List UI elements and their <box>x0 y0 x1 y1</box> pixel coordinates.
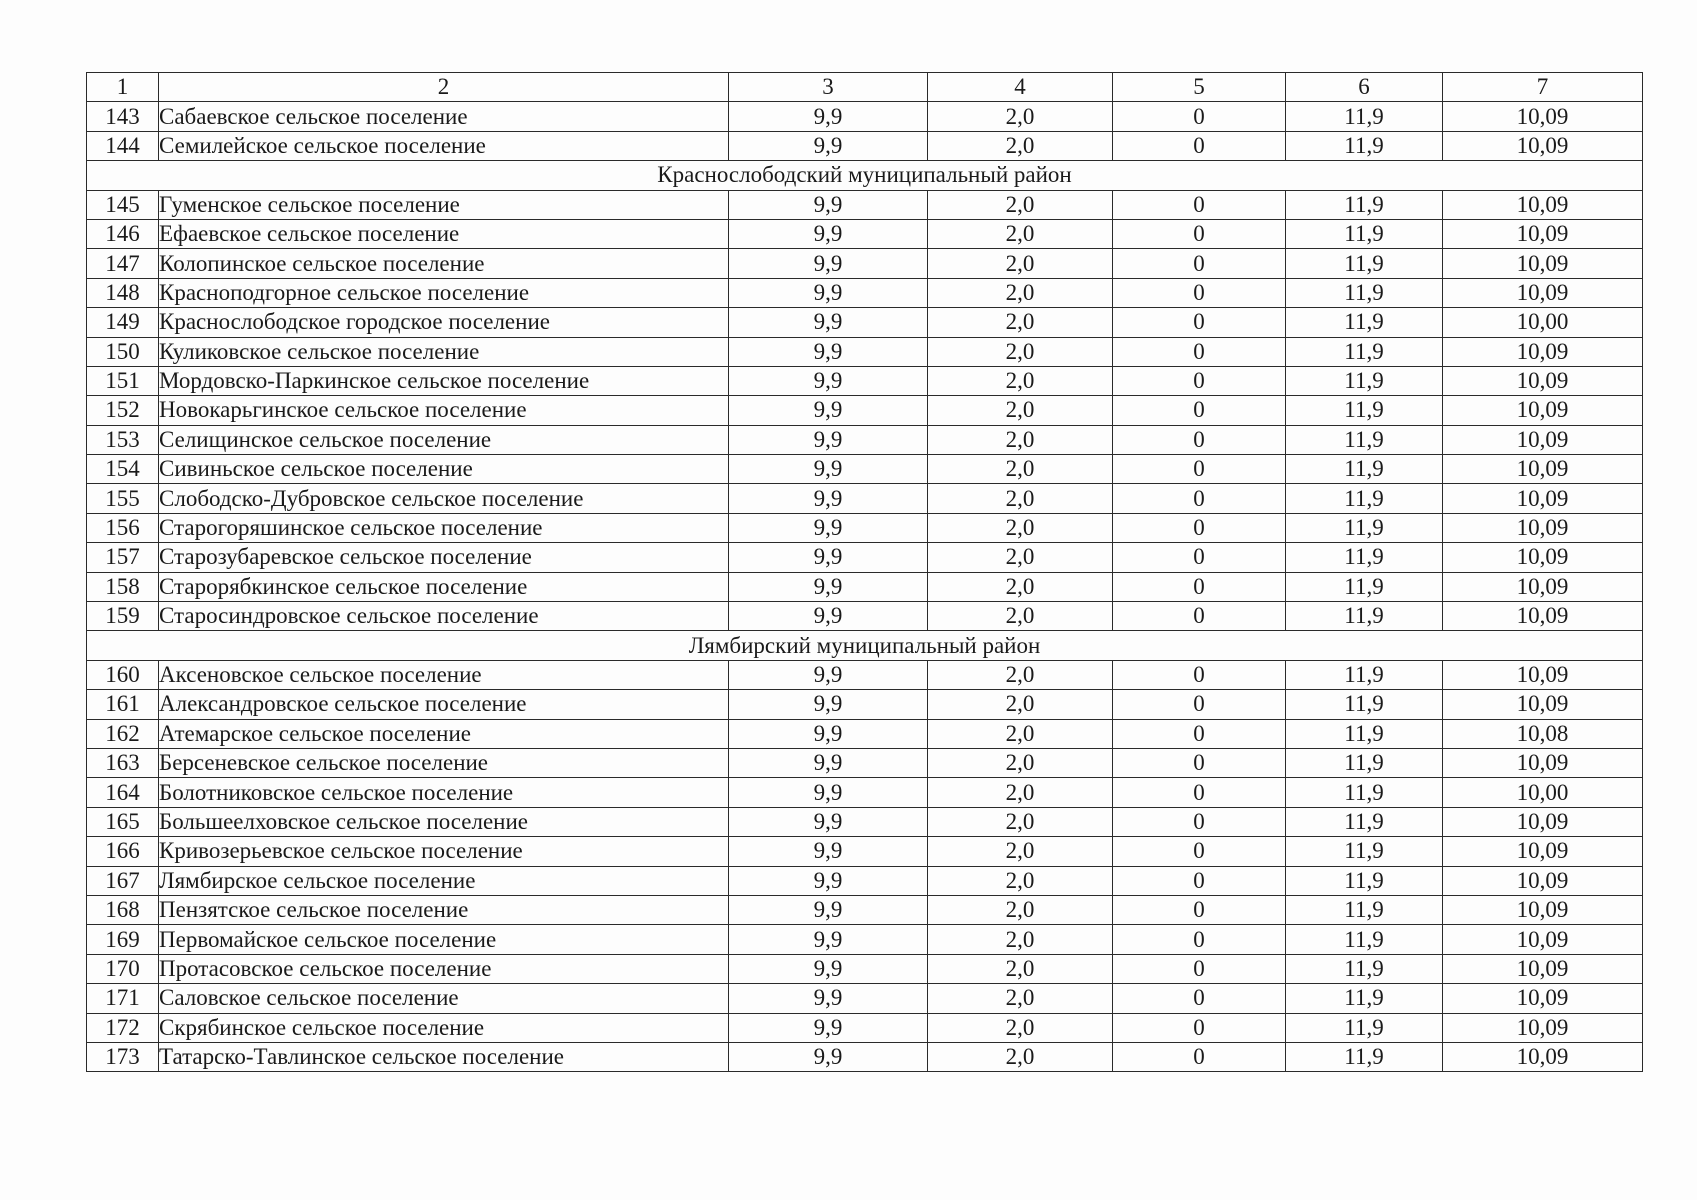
value-col-6: 11,9 <box>1286 396 1443 425</box>
value-col-3: 9,9 <box>729 954 928 983</box>
value-col-4: 2,0 <box>928 543 1113 572</box>
table-row <box>87 925 1643 954</box>
value-col-4: 2,0 <box>928 219 1113 248</box>
value-col-4: 2,0 <box>928 308 1113 337</box>
table-row <box>87 131 1643 160</box>
row-number: 147 <box>87 249 159 278</box>
value-col-3: 9,9 <box>729 102 928 131</box>
value-col-3: 9,9 <box>729 1013 928 1042</box>
table-row <box>87 337 1643 366</box>
value-col-7: 10,00 <box>1443 778 1643 807</box>
value-col-4: 2,0 <box>928 895 1113 924</box>
table-row <box>87 895 1643 924</box>
value-col-5: 0 <box>1113 366 1286 395</box>
row-number: 166 <box>87 837 159 866</box>
value-col-3: 9,9 <box>729 602 928 631</box>
value-col-3: 9,9 <box>729 484 928 513</box>
settlement-name: Селищинское сельское поселение <box>159 425 729 454</box>
value-col-6: 11,9 <box>1286 660 1443 689</box>
row-number: 161 <box>87 690 159 719</box>
table-row <box>87 396 1643 425</box>
value-col-4: 2,0 <box>928 778 1113 807</box>
settlement-name: Протасовское сельское поселение <box>159 954 729 983</box>
value-col-5: 0 <box>1113 778 1286 807</box>
value-col-6: 11,9 <box>1286 543 1443 572</box>
value-col-6: 11,9 <box>1286 602 1443 631</box>
table-row <box>87 807 1643 836</box>
settlement-name: Сабаевское сельское поселение <box>159 102 729 131</box>
value-col-5: 0 <box>1113 660 1286 689</box>
table-row <box>87 660 1643 689</box>
settlement-name: Новокарьгинское сельское поселение <box>159 396 729 425</box>
table-row <box>87 484 1643 513</box>
value-col-3: 9,9 <box>729 455 928 484</box>
value-col-6: 11,9 <box>1286 690 1443 719</box>
value-col-6: 11,9 <box>1286 219 1443 248</box>
value-col-6: 11,9 <box>1286 278 1443 307</box>
value-col-4: 2,0 <box>928 131 1113 160</box>
value-col-7: 10,09 <box>1443 837 1643 866</box>
value-col-4: 2,0 <box>928 1042 1113 1071</box>
value-col-4: 2,0 <box>928 396 1113 425</box>
value-col-7: 10,09 <box>1443 455 1643 484</box>
settlement-name: Лямбирское сельское поселение <box>159 866 729 895</box>
settlement-name: Старорябкинское сельское поселение <box>159 572 729 601</box>
value-col-3: 9,9 <box>729 131 928 160</box>
row-number: 148 <box>87 278 159 307</box>
value-col-4: 2,0 <box>928 278 1113 307</box>
value-col-7: 10,09 <box>1443 807 1643 836</box>
value-col-6: 11,9 <box>1286 513 1443 542</box>
value-col-7: 10,09 <box>1443 337 1643 366</box>
value-col-5: 0 <box>1113 513 1286 542</box>
value-col-5: 0 <box>1113 278 1286 307</box>
value-col-7: 10,09 <box>1443 484 1643 513</box>
value-col-3: 9,9 <box>729 778 928 807</box>
table-row <box>87 1013 1643 1042</box>
value-col-7: 10,09 <box>1443 249 1643 278</box>
value-col-5: 0 <box>1113 308 1286 337</box>
value-col-5: 0 <box>1113 807 1286 836</box>
value-col-5: 0 <box>1113 984 1286 1013</box>
row-number: 164 <box>87 778 159 807</box>
value-col-5: 0 <box>1113 837 1286 866</box>
value-col-5: 0 <box>1113 249 1286 278</box>
value-col-4: 2,0 <box>928 455 1113 484</box>
value-col-6: 11,9 <box>1286 572 1443 601</box>
value-col-4: 2,0 <box>928 190 1113 219</box>
value-col-4: 2,0 <box>928 984 1113 1013</box>
value-col-6: 11,9 <box>1286 719 1443 748</box>
table-row <box>87 1042 1643 1071</box>
value-col-6: 11,9 <box>1286 984 1443 1013</box>
settlement-name: Болотниковское сельское поселение <box>159 778 729 807</box>
value-col-3: 9,9 <box>729 690 928 719</box>
row-number: 158 <box>87 572 159 601</box>
row-number: 168 <box>87 895 159 924</box>
row-number: 143 <box>87 102 159 131</box>
value-col-5: 0 <box>1113 1042 1286 1071</box>
value-col-7: 10,08 <box>1443 719 1643 748</box>
row-number: 172 <box>87 1013 159 1042</box>
value-col-5: 0 <box>1113 190 1286 219</box>
value-col-7: 10,09 <box>1443 1042 1643 1071</box>
row-number: 144 <box>87 131 159 160</box>
district-section-title: Лямбирский муниципальный район <box>87 631 1643 660</box>
value-col-7: 10,09 <box>1443 102 1643 131</box>
value-col-3: 9,9 <box>729 984 928 1013</box>
table-row <box>87 837 1643 866</box>
value-col-4: 2,0 <box>928 249 1113 278</box>
table-row <box>87 278 1643 307</box>
table-row <box>87 513 1643 542</box>
row-number: 159 <box>87 602 159 631</box>
value-col-7: 10,09 <box>1443 543 1643 572</box>
column-number-3: 3 <box>729 73 928 102</box>
value-col-6: 11,9 <box>1286 866 1443 895</box>
value-col-6: 11,9 <box>1286 837 1443 866</box>
value-col-5: 0 <box>1113 484 1286 513</box>
value-col-7: 10,09 <box>1443 984 1643 1013</box>
row-number: 167 <box>87 866 159 895</box>
settlement-name: Александровское сельское поселение <box>159 690 729 719</box>
value-col-5: 0 <box>1113 719 1286 748</box>
value-col-7: 10,09 <box>1443 895 1643 924</box>
value-col-5: 0 <box>1113 602 1286 631</box>
value-col-7: 10,09 <box>1443 278 1643 307</box>
column-number-5: 5 <box>1113 73 1286 102</box>
value-col-6: 11,9 <box>1286 954 1443 983</box>
value-col-6: 11,9 <box>1286 807 1443 836</box>
value-col-7: 10,09 <box>1443 660 1643 689</box>
value-col-5: 0 <box>1113 895 1286 924</box>
settlement-name: Ефаевское сельское поселение <box>159 219 729 248</box>
value-col-3: 9,9 <box>729 337 928 366</box>
value-col-5: 0 <box>1113 455 1286 484</box>
value-col-5: 0 <box>1113 337 1286 366</box>
value-col-4: 2,0 <box>928 866 1113 895</box>
value-col-4: 2,0 <box>928 484 1113 513</box>
column-number-2: 2 <box>159 73 729 102</box>
value-col-3: 9,9 <box>729 925 928 954</box>
value-col-3: 9,9 <box>729 719 928 748</box>
value-col-7: 10,09 <box>1443 602 1643 631</box>
value-col-3: 9,9 <box>729 278 928 307</box>
table-row <box>87 954 1643 983</box>
row-number: 160 <box>87 660 159 689</box>
value-col-7: 10,09 <box>1443 190 1643 219</box>
value-col-4: 2,0 <box>928 513 1113 542</box>
column-number-1: 1 <box>87 73 159 102</box>
value-col-5: 0 <box>1113 425 1286 454</box>
column-number-7: 7 <box>1443 73 1643 102</box>
value-col-6: 11,9 <box>1286 366 1443 395</box>
settlement-name: Краснослободское городское поселение <box>159 308 729 337</box>
settlement-name: Колопинское сельское поселение <box>159 249 729 278</box>
value-col-7: 10,09 <box>1443 1013 1643 1042</box>
value-col-7: 10,09 <box>1443 219 1643 248</box>
value-col-4: 2,0 <box>928 366 1113 395</box>
settlement-name: Семилейское сельское поселение <box>159 131 729 160</box>
value-col-7: 10,09 <box>1443 396 1643 425</box>
row-number: 157 <box>87 543 159 572</box>
settlement-name: Большеелховское сельское поселение <box>159 807 729 836</box>
district-section-row <box>87 631 1643 660</box>
settlement-name: Старозубаревское сельское поселение <box>159 543 729 572</box>
value-col-3: 9,9 <box>729 660 928 689</box>
settlement-name: Первомайское сельское поселение <box>159 925 729 954</box>
column-number-4: 4 <box>928 73 1113 102</box>
value-col-4: 2,0 <box>928 660 1113 689</box>
value-col-4: 2,0 <box>928 748 1113 777</box>
table-row <box>87 572 1643 601</box>
value-col-4: 2,0 <box>928 690 1113 719</box>
value-col-4: 2,0 <box>928 602 1113 631</box>
table-body <box>87 73 1643 1072</box>
value-col-6: 11,9 <box>1286 925 1443 954</box>
value-col-5: 0 <box>1113 954 1286 983</box>
value-col-6: 11,9 <box>1286 249 1443 278</box>
value-col-7: 10,09 <box>1443 513 1643 542</box>
value-col-4: 2,0 <box>928 807 1113 836</box>
value-col-6: 11,9 <box>1286 484 1443 513</box>
settlement-name: Сивиньское сельское поселение <box>159 455 729 484</box>
value-col-4: 2,0 <box>928 925 1113 954</box>
settlement-name: Слободско-Дубровское сельское поселение <box>159 484 729 513</box>
value-col-5: 0 <box>1113 925 1286 954</box>
value-col-3: 9,9 <box>729 513 928 542</box>
row-number: 149 <box>87 308 159 337</box>
table-row <box>87 425 1643 454</box>
value-col-5: 0 <box>1113 131 1286 160</box>
value-col-7: 10,09 <box>1443 690 1643 719</box>
value-col-3: 9,9 <box>729 396 928 425</box>
value-col-7: 10,09 <box>1443 748 1643 777</box>
row-number: 162 <box>87 719 159 748</box>
value-col-4: 2,0 <box>928 719 1113 748</box>
table-row <box>87 690 1643 719</box>
value-col-4: 2,0 <box>928 102 1113 131</box>
settlement-name: Атемарское сельское поселение <box>159 719 729 748</box>
value-col-3: 9,9 <box>729 308 928 337</box>
value-col-5: 0 <box>1113 748 1286 777</box>
value-col-4: 2,0 <box>928 572 1113 601</box>
settlement-name: Старосиндровское сельское поселение <box>159 602 729 631</box>
value-col-7: 10,09 <box>1443 131 1643 160</box>
settlement-name: Аксеновское сельское поселение <box>159 660 729 689</box>
value-col-6: 11,9 <box>1286 455 1443 484</box>
value-col-3: 9,9 <box>729 190 928 219</box>
value-col-7: 10,00 <box>1443 308 1643 337</box>
settlement-name: Куликовское сельское поселение <box>159 337 729 366</box>
settlement-name: Скрябинское сельское поселение <box>159 1013 729 1042</box>
value-col-3: 9,9 <box>729 219 928 248</box>
value-col-6: 11,9 <box>1286 337 1443 366</box>
value-col-5: 0 <box>1113 102 1286 131</box>
value-col-6: 11,9 <box>1286 425 1443 454</box>
settlement-name: Мордовско-Паркинское сельское поселение <box>159 366 729 395</box>
value-col-3: 9,9 <box>729 572 928 601</box>
value-col-3: 9,9 <box>729 866 928 895</box>
row-number: 151 <box>87 366 159 395</box>
data-table <box>86 72 1643 1072</box>
value-col-3: 9,9 <box>729 1042 928 1071</box>
value-col-5: 0 <box>1113 1013 1286 1042</box>
value-col-6: 11,9 <box>1286 190 1443 219</box>
table-row <box>87 308 1643 337</box>
value-col-3: 9,9 <box>729 425 928 454</box>
value-col-5: 0 <box>1113 543 1286 572</box>
value-col-3: 9,9 <box>729 807 928 836</box>
row-number: 165 <box>87 807 159 836</box>
value-col-3: 9,9 <box>729 249 928 278</box>
table-row <box>87 455 1643 484</box>
table-row <box>87 984 1643 1013</box>
value-col-6: 11,9 <box>1286 895 1443 924</box>
row-number: 145 <box>87 190 159 219</box>
row-number: 170 <box>87 954 159 983</box>
table-row <box>87 249 1643 278</box>
value-col-6: 11,9 <box>1286 1042 1443 1071</box>
value-col-4: 2,0 <box>928 954 1113 983</box>
header-row <box>87 73 1643 102</box>
value-col-7: 10,09 <box>1443 954 1643 983</box>
table-row <box>87 219 1643 248</box>
settlement-name: Пензятское сельское поселение <box>159 895 729 924</box>
value-col-6: 11,9 <box>1286 1013 1443 1042</box>
district-section-title: Краснослободский муниципальный район <box>87 161 1643 190</box>
row-number: 173 <box>87 1042 159 1071</box>
row-number: 156 <box>87 513 159 542</box>
table-row <box>87 190 1643 219</box>
value-col-6: 11,9 <box>1286 308 1443 337</box>
value-col-4: 2,0 <box>928 837 1113 866</box>
value-col-7: 10,09 <box>1443 866 1643 895</box>
row-number: 169 <box>87 925 159 954</box>
table-row <box>87 602 1643 631</box>
value-col-5: 0 <box>1113 396 1286 425</box>
settlement-name: Кривозерьевское сельское поселение <box>159 837 729 866</box>
row-number: 171 <box>87 984 159 1013</box>
value-col-6: 11,9 <box>1286 102 1443 131</box>
value-col-3: 9,9 <box>729 543 928 572</box>
table-row <box>87 748 1643 777</box>
table-row <box>87 102 1643 131</box>
row-number: 152 <box>87 396 159 425</box>
row-number: 146 <box>87 219 159 248</box>
row-number: 154 <box>87 455 159 484</box>
settlement-name: Старогоряшинское сельское поселение <box>159 513 729 542</box>
value-col-4: 2,0 <box>928 1013 1113 1042</box>
value-col-4: 2,0 <box>928 425 1113 454</box>
row-number: 153 <box>87 425 159 454</box>
row-number: 150 <box>87 337 159 366</box>
settlement-name: Берсеневское сельское поселение <box>159 748 729 777</box>
table-row <box>87 719 1643 748</box>
settlement-name: Гуменское сельское поселение <box>159 190 729 219</box>
table-row <box>87 778 1643 807</box>
value-col-5: 0 <box>1113 866 1286 895</box>
value-col-7: 10,09 <box>1443 366 1643 395</box>
value-col-6: 11,9 <box>1286 778 1443 807</box>
value-col-3: 9,9 <box>729 837 928 866</box>
row-number: 155 <box>87 484 159 513</box>
value-col-3: 9,9 <box>729 748 928 777</box>
value-col-7: 10,09 <box>1443 925 1643 954</box>
row-number: 163 <box>87 748 159 777</box>
value-col-3: 9,9 <box>729 895 928 924</box>
table-row <box>87 366 1643 395</box>
value-col-5: 0 <box>1113 219 1286 248</box>
value-col-7: 10,09 <box>1443 572 1643 601</box>
column-number-6: 6 <box>1286 73 1443 102</box>
value-col-3: 9,9 <box>729 366 928 395</box>
district-section-row <box>87 161 1643 190</box>
settlement-name: Саловское сельское поселение <box>159 984 729 1013</box>
table-row <box>87 866 1643 895</box>
value-col-5: 0 <box>1113 572 1286 601</box>
settlement-name: Татарско-Тавлинское сельское поселение <box>159 1042 729 1071</box>
value-col-4: 2,0 <box>928 337 1113 366</box>
value-col-6: 11,9 <box>1286 131 1443 160</box>
value-col-6: 11,9 <box>1286 748 1443 777</box>
settlement-name: Красноподгорное сельское поселение <box>159 278 729 307</box>
table-row <box>87 543 1643 572</box>
value-col-5: 0 <box>1113 690 1286 719</box>
value-col-7: 10,09 <box>1443 425 1643 454</box>
